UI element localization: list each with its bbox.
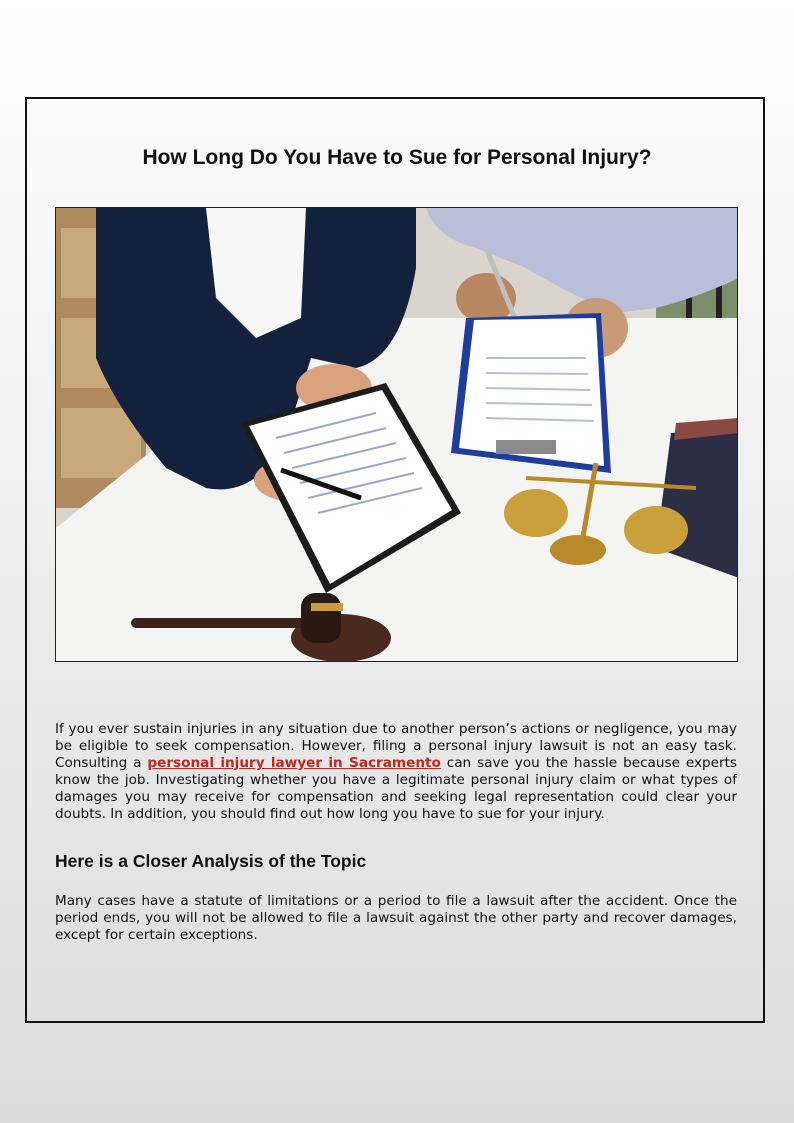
page-title: How Long Do You Have to Sue for Personal Injury? xyxy=(142,146,652,169)
intro-paragraph: If you ever sustain injuries in any situation due to another person’s actions or negligence, you may be eligible to seek compensation. However, filing a personal injury lawsuit is not an easy task. Consulting a personal injury lawyer in Sacramento can save you the hassle because experts know the job. Investigating whether you have a legitimate personal injury claim or what types of damages you may receive for compensation and seeking legal representation could clear your doubts. In addition, you should find out how long you have to sue for your injury. xyxy=(55,721,738,822)
section-heading: Here is a Closer Analysis of the Topic xyxy=(55,851,367,871)
personal-injury-lawyer-link[interactable]: personal injury lawyer in Sacramento xyxy=(147,755,441,771)
lawyer-consultation-photo xyxy=(55,207,738,662)
section-paragraph: Many cases have a statute of limitations or a period to file a lawsuit after the accident. Once the period ends, you will not be allowed to file a lawsuit against the other party and recover damages, except for certain exceptions. xyxy=(55,893,737,943)
